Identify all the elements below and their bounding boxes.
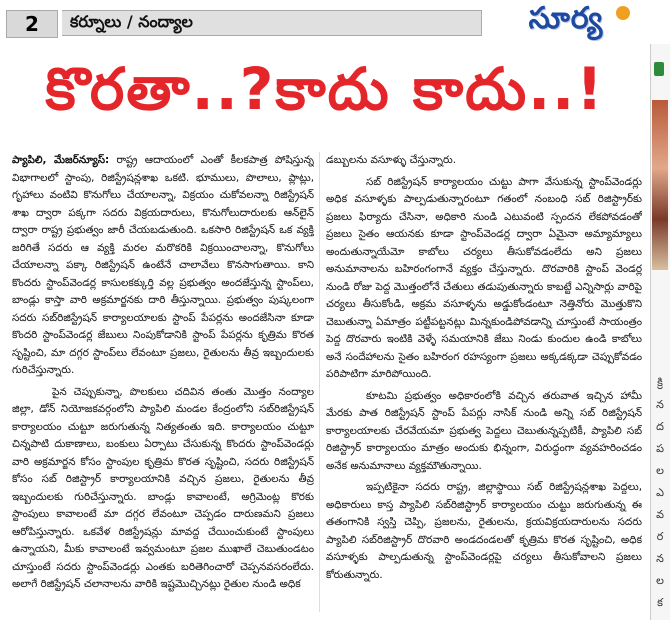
article-column-right (326, 152, 642, 616)
page-number: 2 (6, 10, 58, 38)
adjacent-page-text: క్రి న ద ప ల ఎ వ ర న ల క (656, 376, 664, 609)
adjacent-page-photo (652, 100, 668, 270)
article-paragraph: కూటమి ప్రభుత్వం అధికారంలోకి వచ్చిన తరువాత ఇచ్చిన హామీ మేరకు పాత రిజిస్ట్రేషన్ స్టాంప్ పేపర్లు నాసిక్ నుండి అన్ని సబ్ రిజిస్ట్రేషన్ కార్యాలయాలకు చేరవేయమా ప్రభుత్వ పెద్దలు చెబుతున్నప్పటికీ, ప్యాపిలి సబ్ రిజిస్ట్రార్ కార్యాలయం మాత్రం అందుకు భిన్నంగా, విరుద్ధంగా వ్యవహరించడం అనేక అనుమానాలు వ్యక్తమౌతున్నాయి. (326, 389, 642, 472)
adjacent-page-marker-icon (654, 62, 664, 76)
article-paragraph (12, 152, 314, 380)
newspaper-logo (496, 2, 636, 42)
section-label: కర్నూలు / నంద్యాల (62, 10, 482, 36)
page-header (0, 0, 670, 44)
headline: కొరతా..?కాదు కాదు..! (45, 54, 605, 123)
dateline: ప్యాపిలి, మేజర్‌న్యూస్‌: (12, 154, 110, 166)
article-paragraph: డబ్బులను వసూళ్ళు చేస్తున్నారు. (326, 154, 457, 166)
article-paragraph: పైన చెప్పుకున్నా, పొలకులు చదివిన తంతు మొత్తం నంద్యాల జిల్లా, డోన్ నియోజకవర్గంలోని ప్యాపిలి మండల కేంద్రంలోని సబ్‌రిజిస్ట్రేషన్ కార్యాలయం చుట్టూ జరుగుతున్న నిత్యతంతు ఇది. కార్యాలయం చుట్టూ చిన్నపాటి దుకాణాలు, బంకులు ఏర్పాటు చేసుకున్న కొందరు స్టాంప్‌వెండర్లు వారి అక్రమార్జన కోసం స్టాంపుల కృత్రిమ కొరత సృష్టించి, సదరు రిజిస్ట్రేషన్ కోసం సబ్ రిజిస్ట్రార్ కార్యాలయానికి వచ్చిన ప్రజలు, రైతులను తీవ్ర ఇబ్బందులకు గురిచేస్తున్నారు. బాండ్లు కావాలంటే, అగ్రిమెంట్ల కొరకు స్టాంపులు కావాలంటే మా దగ్గర లేవంటూ చెప్పడం దారుణమని ప్రజలు ఆరోపిస్తున్నారు. ఒకవేళ రిజిస్ట్రేషన్లు మావద్ద చేయించుకుంటే స్టాంపులు ఉన్నాయని, మీకు కావాలంటే ఇవ్వమంటూ ప్రజల ముఖాలే చెబుతుండటం చూస్తుంటే సదరు స్టాంప్‌వెండర్లు ఎంతకు బరితెగించారో చెప్పనవసరంలేదు. అలాగే రిజిస్ట్రేషన్ చలానాలను వారికి ఇష్టమొచ్చినట్లు రైతుల నుండి అధిక (12, 385, 314, 590)
sun-icon (616, 6, 630, 20)
paragraph-text: రాష్ట్ర ఆదాయంలో ఎంతో కీలకపాత్ర పోషిస్తున్న విభాగాలలో స్టాంపు, రిజిస్ట్రేషన్లశాఖ ఒకటి. భూములు, పొలాలు, ప్లాట్లు, గృహాలు వంటివి కొనుగోలు చేయాలన్నా, విక్రయం చుకోవలన్నా రిజిస్ట్రేషన్ శాఖ ద్వారా పక్కగా సదరు విక్రయదారులు, కొనుగోలుదారులకు ఆన్‌లైన్ ద్వారా రాష్ట్ర ప్రభుత్వం జారీ చేయబడుతుంది. ఒకసారి రిజిస్ట్రేషన్ ఒక వ్యక్తి జరిగితే సదరు ఆ వ్యక్తి మరల మరొకరికి విక్రయించాలన్నా, కొనుగోలు చేయాలన్నా పక్కా రిజిస్ట్రేషన్ ఉంటేనే చాలావేలు కొనసాగుతాయి. కాని కొందరు స్టాంప్‌వెండర్ల కాసులకక్కుర్తి వల్ల ప్రభుత్వం అందజేస్తున్న స్టాంప్‌లు, బాండ్లు కాస్తా వారి అక్రమార్జనకు దారి తీస్తున్నాయి. ప్రభుత్వం పుష్కలంగా సదరు సబ్‌రిజిస్ట్రేషన్ కార్యాలయాలకు స్టాంప్ పేపర్లను అందజేసినా కూడా కొందరి స్టాంప్‌వెండర్ల జేబులు నింపుకోడానికి స్టాంప్ పేపర్లను కృత్రిమ కొరత సృష్టించి, మా దగ్గర స్టాంప్‌లు లేవంటూ ప్రజలు, రైతులను తీవ్ర ఇబ్బందులకు గురిచేస్తున్నారు. (12, 154, 314, 376)
newspaper-name: సూర్య (528, 1, 604, 36)
article-paragraph: సబ్ రిజిస్ట్రేషన్ కార్యాలయం చుట్టు పాగా వేసుకున్న స్టాంప్‌వెండర్లు అధిక వసూళ్ళకు పాల్పడుతున్నారంటూ గతంలో నంబంధి సబ్ రిజిస్ట్రార్‌కు ప్రజలు ఫిర్యాదు చేసినా, అధికారి నుండి ఎటువంటి స్పందన లేకపోవడంతో ప్రజలు సైతం ఆయనకు కూడా స్టాంప్‌వెండర్ల ద్వారా ఏమైనా అమ్యామ్యాలు అందుతున్నాయేమో కాబోలు చర్యలు తీసుకోవడంలేదు అని ప్రజలు అనుమానాలను బహిరంగంగానే వ్యక్తం చేస్తున్నారు. దొరవారికి స్టాంప్ వెండర్ల నుండి రోజు పెద్ద మొత్తంలోనే చేతులు తడుపుతున్నారు కాబట్టే ఎన్నిసార్లు వారిపై చర్యలు తీసుకోండి, అక్రమ వసూళ్ళను అడ్డుకోండంటూ నెత్తినోరు మొత్తుకొని చెబుతున్నా ఏమాత్రం పట్టీపట్టనట్లు మిన్నకుండిపోవడాన్ని చూస్తుంటే సాయంత్రం పెద్ద దొరవారు ఇంటికి వెళ్ళే సమయానికి జేబు నిండు కుందుల ఉండి కాబోలు అనే సందేహాలను సైతం బహిరంగ రహస్యంగా ప్రజలు అక్కడక్కడా చెప్పుకోవడం పరిపాటిగా మారిపోయింది. (326, 175, 642, 380)
column-divider (319, 152, 320, 612)
article-paragraph: ఇప్పటికైనా సదరు రాష్ట్ర, జిల్లాస్థాయి సబ్ రిజిస్ట్రేషన్లశాఖ పెద్దలు, అధికారులు కాస్త ప్యాపిలి సబ్‌రిజిస్ట్రార్ కార్యాలయం చుట్టు జరుగుతున్న ఈ తతంగానికి స్వస్తి చెప్పి, ప్రజలను, రైతులను, క్రయవిక్రయదారులను సదరు ప్యాపిలి సబ్‌రిజిస్ట్రార్ దొరవారి అండదండలతో కృత్రిమ కొరత సృష్టించి, అధిక వసూళ్ళకు పాల్పడుతున్న స్టాంప్‌వెండర్లపై చర్యలు తీసుకోవాలని ప్రజలు కోరుతున్నారు. (326, 481, 642, 581)
article-column-left (12, 152, 314, 616)
